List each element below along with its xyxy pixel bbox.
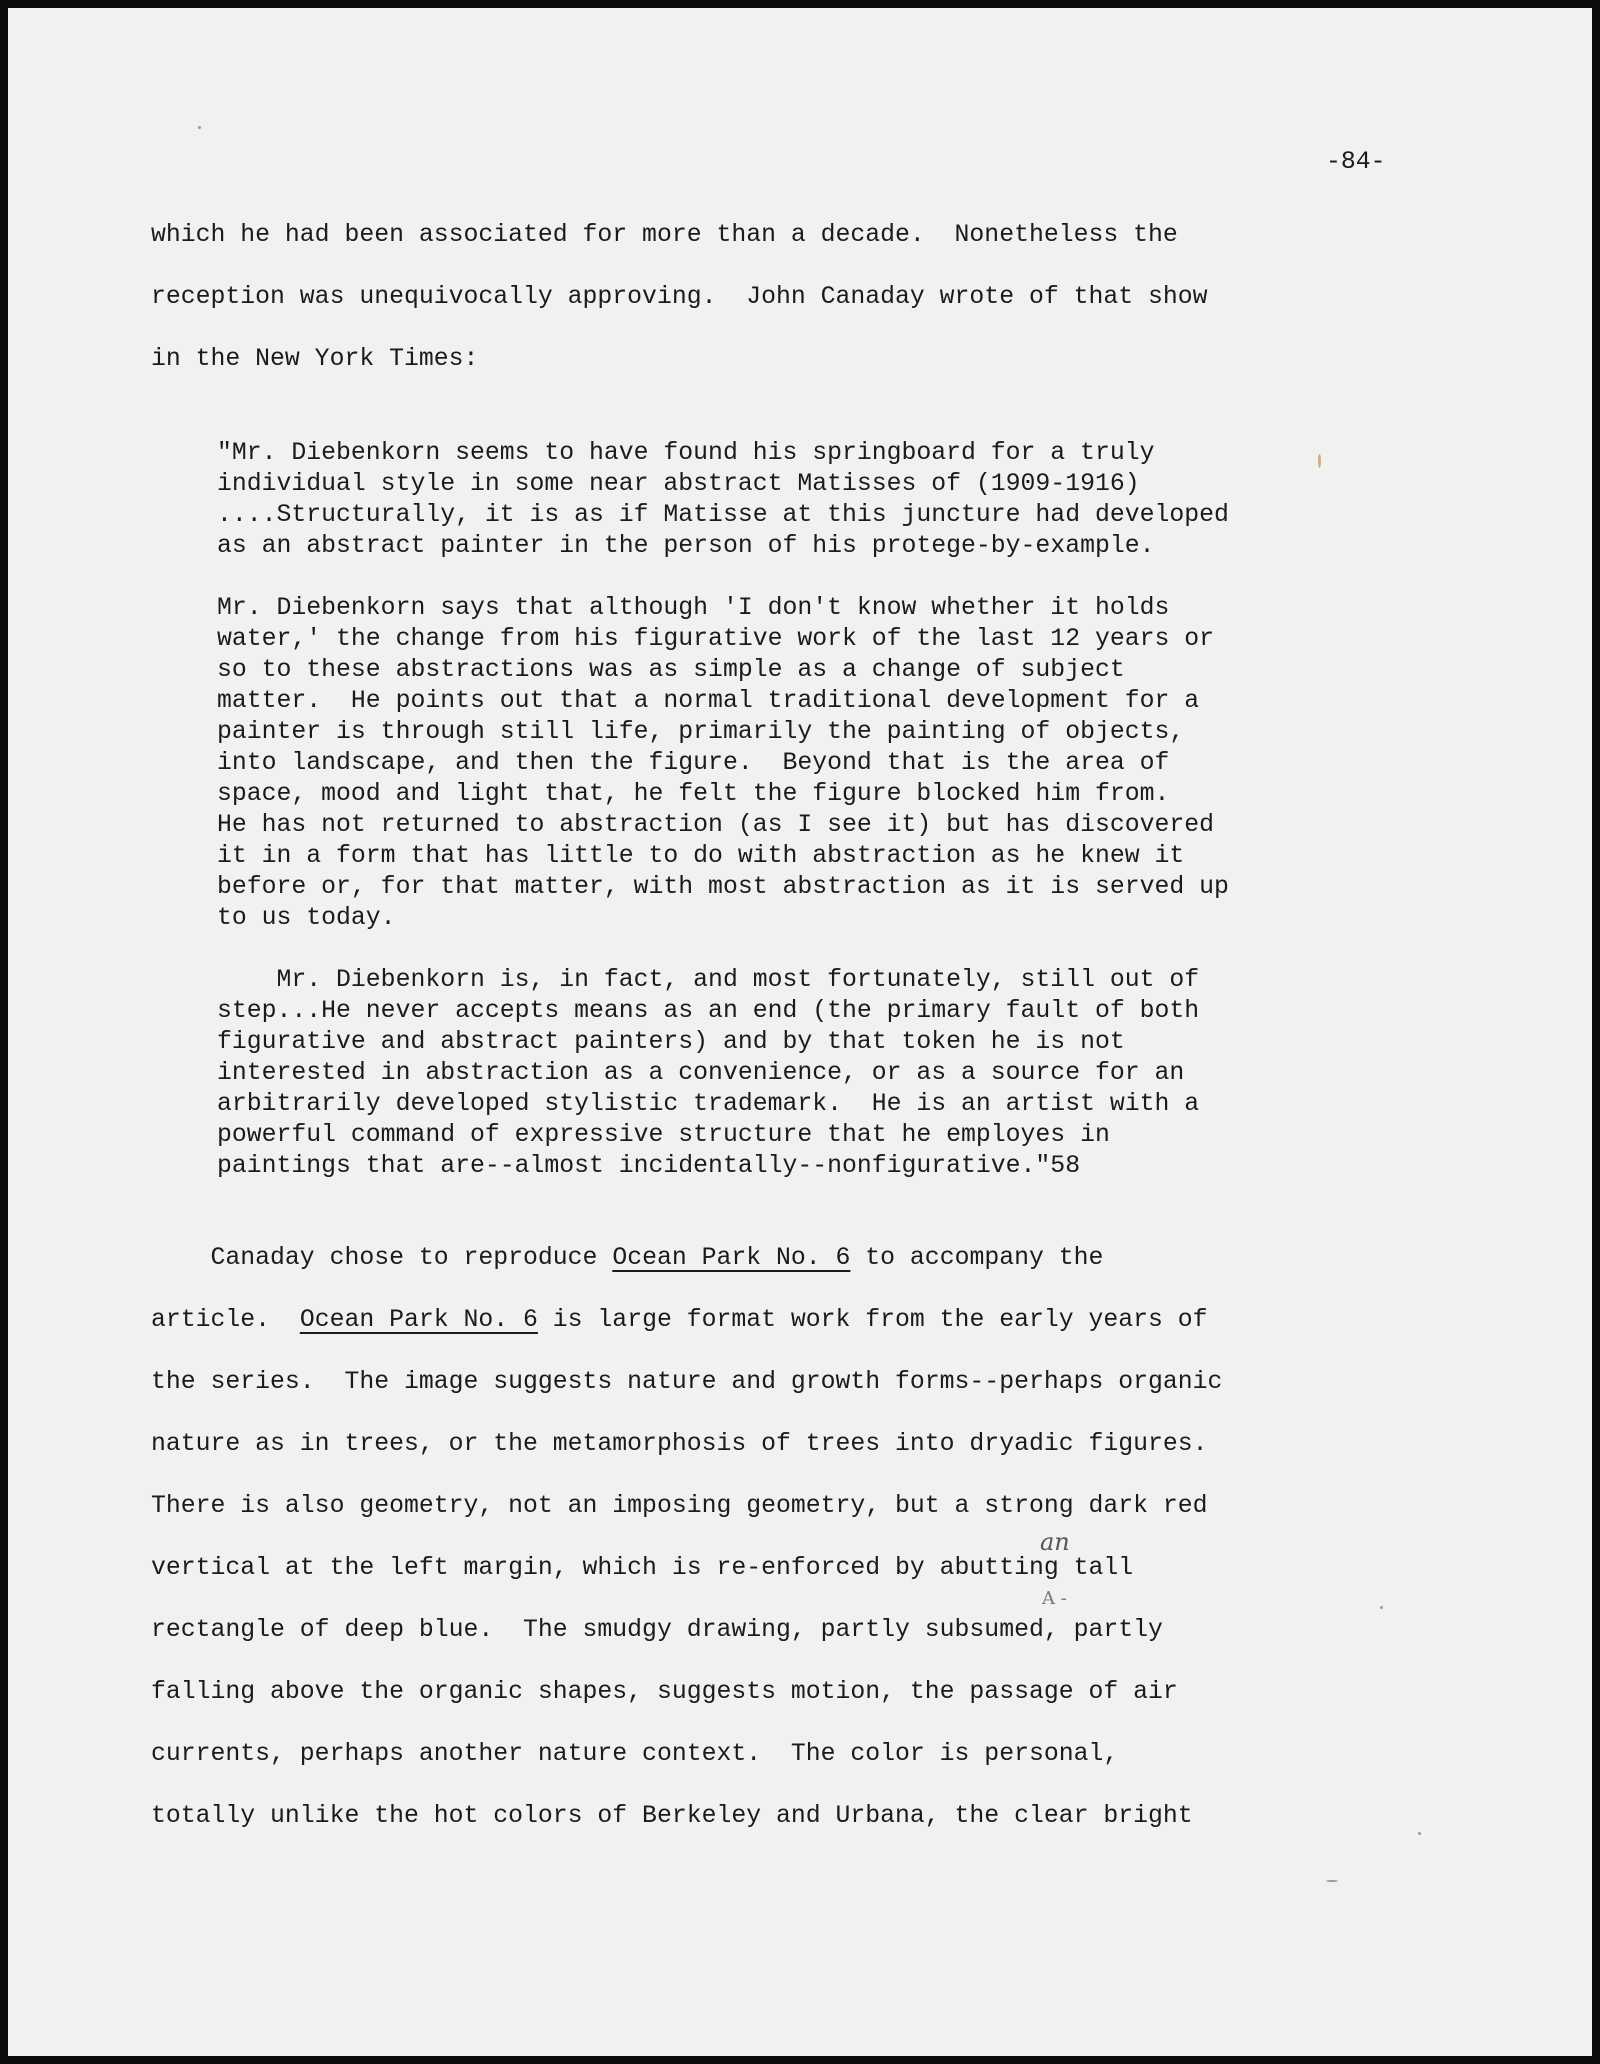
quote-line: painter is through still life, primarily the painting of objects, xyxy=(217,718,1185,746)
quote-line: so to these abstractions was as simple as a change of subject xyxy=(217,656,1125,684)
text-run: to accompany the xyxy=(850,1244,1104,1272)
quote-line: arbitrarily developed stylistic trademark. He is an artist with a xyxy=(217,1090,1200,1118)
document-page xyxy=(8,8,1592,2056)
quote-line: powerful command of expressive structure that he employes in xyxy=(217,1121,1110,1149)
quote-line: interested in abstraction as a convenience, or as a source for an xyxy=(217,1059,1185,1087)
body-line: falling above the organic shapes, suggests motion, the passage of air xyxy=(151,1678,1178,1706)
body-line: nature as in trees, or the metamorphosis of trees into dryadic figures. xyxy=(151,1430,1208,1458)
quote-line: Mr. Diebenkorn says that although 'I don't know whether it holds xyxy=(217,594,1170,622)
text-run: article. xyxy=(151,1306,300,1334)
quote-line: step...He never accepts means as an end (the primary fault of both xyxy=(217,997,1200,1025)
body-line: vertical at the left margin, which is re-enforced by abutting tall xyxy=(151,1554,1134,1582)
body-line: reception was unequivocally approving. John Canaday wrote of that show xyxy=(151,283,1208,311)
quote-line: He has not returned to abstraction (as I see it) but has discovered xyxy=(217,811,1214,839)
body-line xyxy=(151,1243,1103,1273)
body-line: rectangle of deep blue. The smudgy drawing, partly subsumed, partly xyxy=(151,1616,1163,1644)
quote-line: ....Structurally, it is as if Matisse at this juncture had developed xyxy=(217,501,1229,529)
handwritten-mark: A - xyxy=(1042,1588,1067,1609)
body-line xyxy=(151,1305,1208,1335)
quote-line: figurative and abstract painters) and by that token he is not xyxy=(217,1028,1125,1056)
body-line: currents, perhaps another nature context. The color is personal, xyxy=(151,1740,1119,1768)
artwork-title: Ocean Park No. 6 xyxy=(299,1306,538,1334)
quote-line: before or, for that matter, with most abstraction as it is served up xyxy=(217,873,1229,901)
quote-line: as an abstract painter in the person of his protege-by-example. xyxy=(217,532,1155,560)
scan-speck xyxy=(198,126,201,129)
scan-speck xyxy=(1318,454,1321,468)
quote-line: paintings that are--almost incidentally--nonfigurative."58 xyxy=(217,1152,1081,1180)
body-line: the series. The image suggests nature and growth forms--perhaps organic xyxy=(151,1368,1223,1396)
artwork-title: Ocean Park No. 6 xyxy=(612,1244,851,1272)
body-line: which he had been associated for more than a decade. Nonetheless the xyxy=(151,221,1178,249)
quote-line: to us today. xyxy=(217,904,396,932)
body-line: There is also geometry, not an imposing geometry, but a strong dark red xyxy=(151,1492,1208,1520)
text-run: is large format work from the early years of xyxy=(537,1306,1208,1334)
quote-line: water,' the change from his figurative work of the last 12 years or xyxy=(217,625,1214,653)
text-run: Canaday chose to reproduce xyxy=(151,1244,613,1272)
quote-line: into landscape, and then the figure. Beyond that is the area of xyxy=(217,749,1170,777)
quote-line: Mr. Diebenkorn is, in fact, and most fortunately, still out of xyxy=(217,966,1200,994)
body-line: in the New York Times: xyxy=(151,345,479,373)
quote-line: matter. He points out that a normal traditional development for a xyxy=(217,687,1200,715)
page-number: -84- xyxy=(1326,148,1386,176)
scan-speck xyxy=(1418,1832,1421,1835)
quote-line: "Mr. Diebenkorn seems to have found his springboard for a truly xyxy=(217,439,1155,467)
quote-line: space, mood and light that, he felt the figure blocked him from. xyxy=(217,780,1170,808)
body-line: totally unlike the hot colors of Berkeley and Urbana, the clear bright xyxy=(151,1802,1193,1830)
scan-speck xyxy=(1380,1606,1383,1609)
quote-line: it in a form that has little to do with abstraction as he knew it xyxy=(217,842,1185,870)
scan-speck xyxy=(1326,1880,1338,1882)
quote-line: individual style in some near abstract Matisses of (1909-1916) xyxy=(217,470,1140,498)
handwritten-insert: an xyxy=(1040,1528,1070,1556)
